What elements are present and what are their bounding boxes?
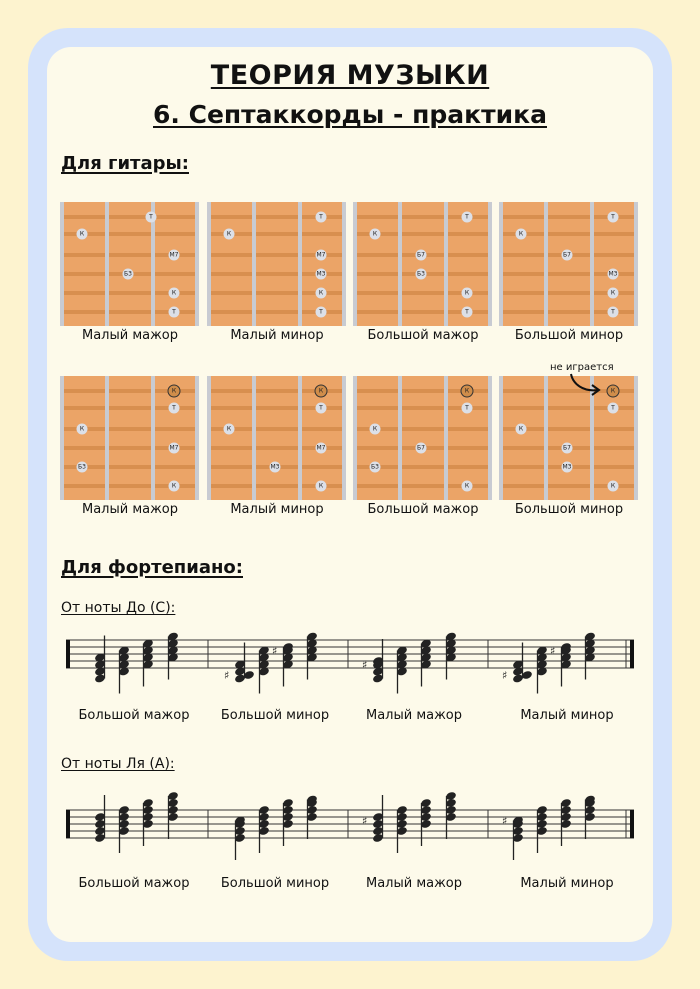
fret-wire (499, 376, 503, 500)
fret-wire (207, 202, 211, 326)
finger-dot: М3 (270, 463, 280, 471)
finger-dot: К (77, 424, 88, 435)
fret-wire (499, 202, 503, 326)
finger-dot: М3 (562, 463, 572, 471)
fret-wire (488, 202, 492, 326)
piano-c-label-3: Малый мажор (365, 708, 463, 723)
fret-wire (444, 376, 448, 500)
from-c-subheading: От ноты До (С): (61, 600, 176, 616)
from-a-subheading: От ноты Ля (А): (61, 756, 175, 772)
fret-wire (634, 376, 638, 500)
fretboard (499, 202, 638, 326)
finger-dot: К (516, 229, 527, 240)
finger-dot: К (169, 288, 180, 299)
finger-dot: Б7 (563, 251, 571, 259)
piano-c-label-2: Большой минор (220, 708, 330, 723)
fret-wire (252, 202, 256, 326)
sharp-sign: ♯ (550, 644, 556, 658)
end-bar (630, 640, 634, 668)
fretboard (207, 376, 346, 500)
fret-wire (353, 202, 357, 326)
finger-dot: Т (316, 307, 327, 318)
finger-dot: Б7 (417, 251, 425, 259)
finger-dot: Т (462, 403, 473, 414)
fret-wire (195, 376, 199, 500)
finger-dot: М7 (169, 251, 179, 259)
start-bar (66, 810, 70, 838)
page-title: ТЕОРИЯ МУЗЫКИ (210, 60, 490, 91)
sharp-sign: ♯ (224, 669, 230, 682)
finger-dot: К (370, 424, 381, 435)
fret-wire (353, 376, 357, 500)
finger-dot: К (462, 288, 473, 299)
arrow-icon (565, 372, 605, 398)
finger-dot: Т (608, 212, 619, 223)
fret-wire (444, 202, 448, 326)
fretboard (353, 202, 492, 326)
finger-dot: Б3 (371, 463, 379, 471)
finger-dot: К (607, 385, 620, 398)
fret-wire (298, 202, 302, 326)
chord-label: Малый мажор (81, 328, 179, 343)
finger-dot: К (168, 385, 181, 398)
finger-dot: Т (608, 403, 619, 414)
sharp-sign: ♯ (502, 669, 508, 682)
chord-label: Малый минор (230, 502, 324, 517)
finger-dot: Б3 (124, 270, 132, 278)
fretboard (60, 202, 199, 326)
page-subtitle: 6. Септаккорды - практика (153, 100, 547, 129)
finger-dot: М3 (316, 270, 326, 278)
fret-wire (544, 376, 548, 500)
finger-dot: К (516, 424, 527, 435)
fret-wire (298, 376, 302, 500)
chord-label: Большой мажор (367, 328, 479, 343)
fretboard (353, 376, 492, 500)
finger-dot: К (316, 288, 327, 299)
finger-dot: Т (608, 307, 619, 318)
end-bar (630, 810, 634, 838)
finger-dot: К (77, 229, 88, 240)
finger-dot: Б3 (417, 270, 425, 278)
finger-dot: Б7 (563, 444, 571, 452)
fretboard (60, 376, 199, 500)
fret-wire (634, 202, 638, 326)
finger-dot: М3 (608, 270, 618, 278)
finger-dot: Б7 (417, 444, 425, 452)
chord-label: Большой мажор (367, 502, 479, 517)
finger-dot: К (370, 229, 381, 240)
staff-from-c (60, 620, 640, 700)
finger-dot: К (461, 385, 474, 398)
piano-a-label-2: Большой минор (220, 876, 330, 891)
finger-dot: К (608, 288, 619, 299)
start-bar (66, 640, 70, 668)
sharp-sign: ♯ (362, 814, 368, 828)
sharp-sign: ♯ (272, 644, 278, 658)
sharp-sign: ♯ (502, 814, 508, 828)
piano-c-label-4: Малый минор (520, 708, 614, 723)
piano-a-label-4: Малый минор (520, 876, 614, 891)
finger-dot: К (224, 229, 235, 240)
chord-label: Малый минор (230, 328, 324, 343)
chord-label: Малый мажор (81, 502, 179, 517)
finger-dot: К (316, 481, 327, 492)
finger-dot: К (224, 424, 235, 435)
finger-dot: К (169, 481, 180, 492)
fret-wire (488, 376, 492, 500)
finger-dot: К (462, 481, 473, 492)
fret-wire (60, 376, 64, 500)
fret-wire (105, 202, 109, 326)
sharp-sign: ♯ (362, 658, 368, 672)
guitar-heading: Для гитары: (61, 153, 189, 174)
finger-dot: М7 (169, 444, 179, 452)
fret-wire (252, 376, 256, 500)
chord-label: Большой минор (514, 502, 624, 517)
fret-wire (60, 202, 64, 326)
finger-dot: Т (462, 307, 473, 318)
finger-dot: К (315, 385, 328, 398)
guitar-string (60, 215, 199, 219)
finger-dot: М7 (316, 251, 326, 259)
chord-label: Большой минор (514, 328, 624, 343)
fret-wire (207, 376, 211, 500)
fret-wire (342, 202, 346, 326)
fret-wire (151, 376, 155, 500)
finger-dot: М7 (316, 444, 326, 452)
piano-a-label-1: Большой мажор (78, 876, 190, 891)
fret-wire (544, 202, 548, 326)
finger-dot: Т (316, 212, 327, 223)
fretboard (207, 202, 346, 326)
fret-wire (398, 376, 402, 500)
piano-heading: Для фортепиано: (61, 557, 243, 578)
finger-dot: К (608, 481, 619, 492)
finger-dot: Т (316, 403, 327, 414)
finger-dot: Т (462, 212, 473, 223)
fret-wire (342, 376, 346, 500)
finger-dot: Б3 (78, 463, 86, 471)
staff-from-a (60, 780, 640, 870)
fret-wire (398, 202, 402, 326)
piano-c-label-1: Большой мажор (78, 708, 190, 723)
not-played-annotation: не играется (550, 362, 614, 373)
fret-wire (590, 202, 594, 326)
finger-dot: Т (146, 212, 157, 223)
finger-dot: Т (169, 307, 180, 318)
fret-wire (195, 202, 199, 326)
finger-dot: Т (169, 403, 180, 414)
fret-wire (105, 376, 109, 500)
piano-a-label-3: Малый мажор (365, 876, 463, 891)
